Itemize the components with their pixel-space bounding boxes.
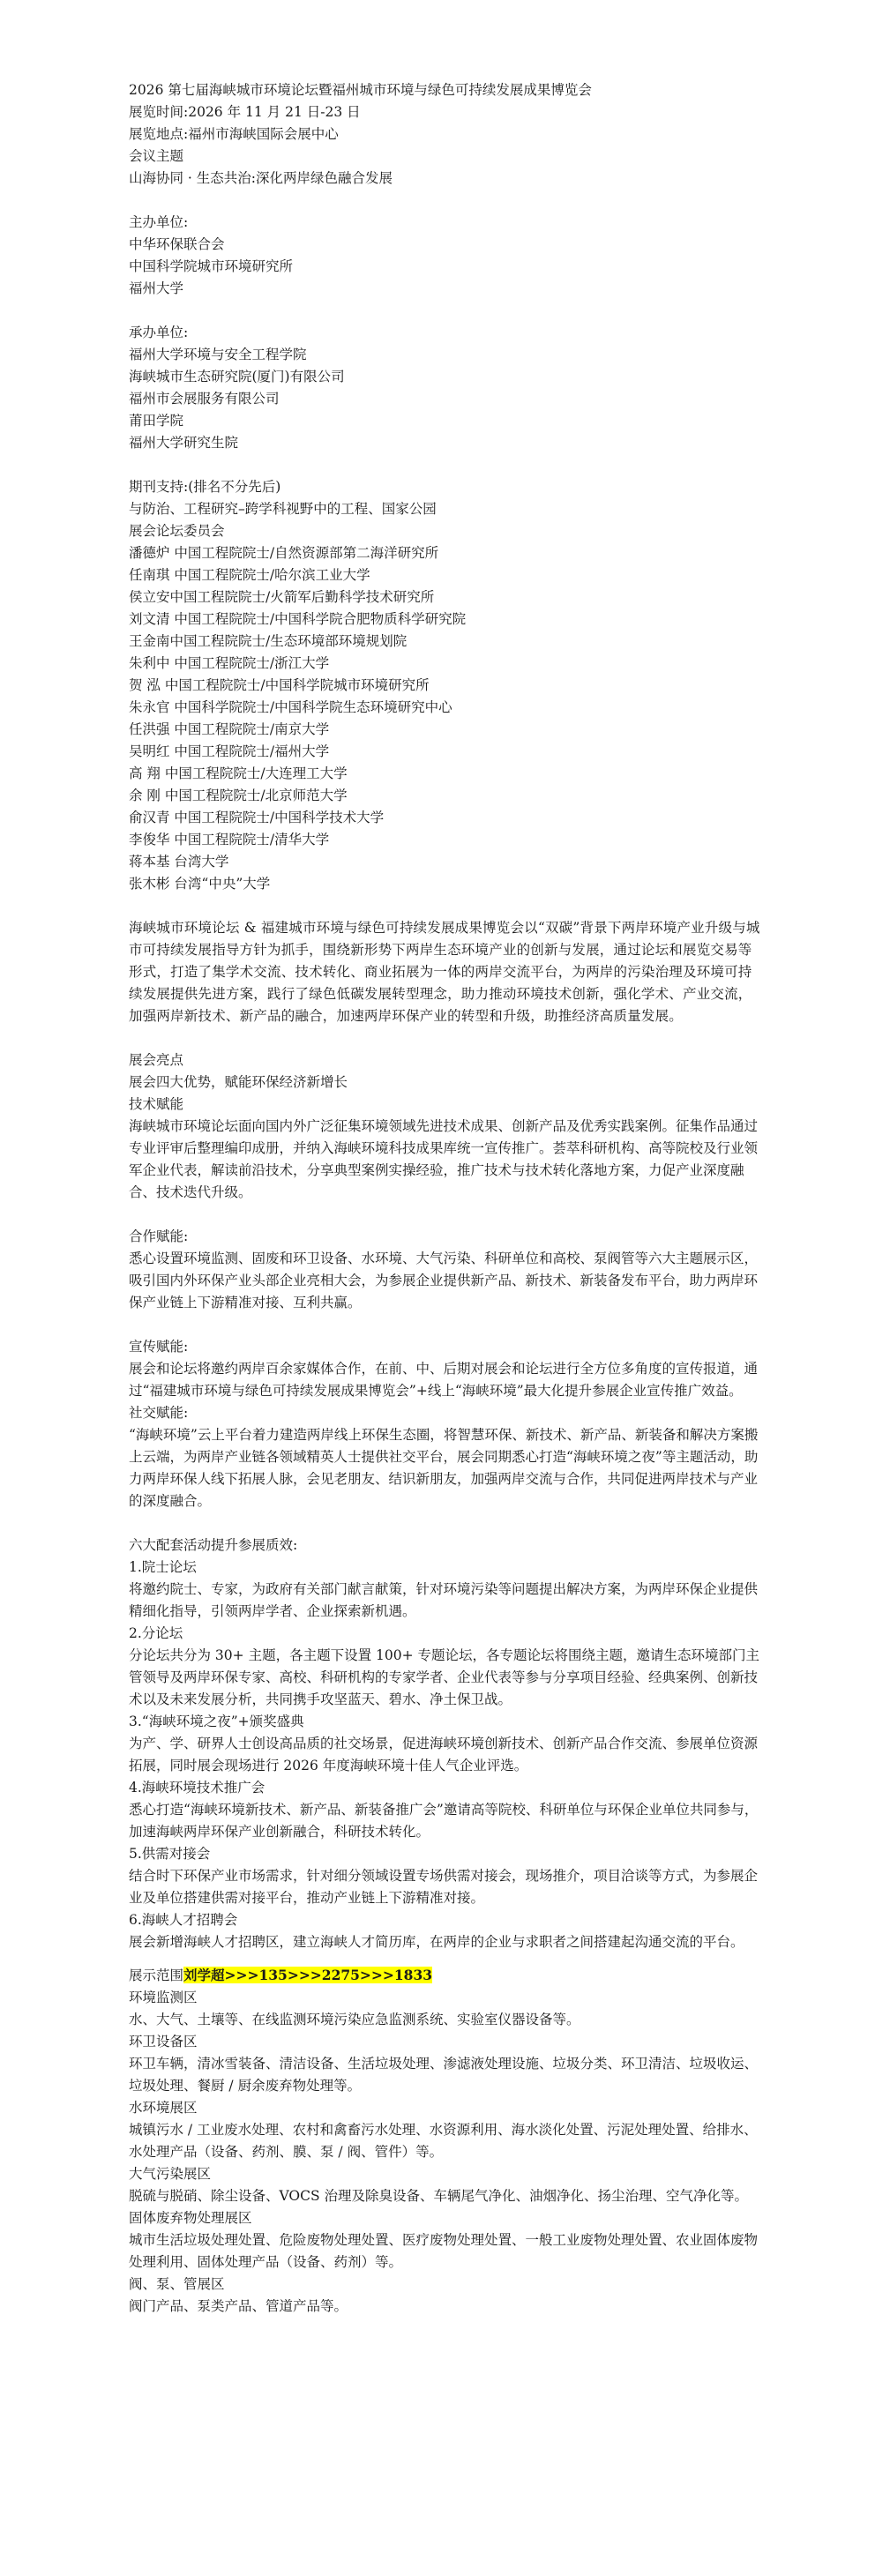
scope-section-title: 环卫设备区 bbox=[129, 2034, 198, 2050]
coop-paragraph: 悉心设置环境监测、固废和环卫设备、水环境、大气污染、科研单位和高校、泵阀管等六大主题展示区，吸引国内外环保产业头部企业亮相大会，为参展企业提供新产品、新技术、新装备发布平台，助力两岸环保产业链上下游精准对接、互利共赢。 bbox=[129, 1251, 759, 1310]
host-item: 中华环保联合会 bbox=[129, 236, 225, 252]
committee-member: 余 刚 中国工程院院士/北京师范大学 bbox=[129, 788, 348, 803]
coop-label: 合作赋能: bbox=[129, 1228, 189, 1244]
host-item: 中国科学院城市环境研究所 bbox=[129, 258, 294, 274]
scope-section-title: 固体废弃物处理展区 bbox=[129, 2210, 252, 2226]
committee-member: 侯立安中国工程院院士/火箭军后勤科学技术研究所 bbox=[129, 589, 435, 605]
committee-member: 刘文清 中国工程院院士/中国科学院合肥物质科学研究院 bbox=[129, 611, 467, 627]
exhibition-place: 展览地点:福州市海峡国际会展中心 bbox=[129, 126, 339, 142]
committee-member: 王金南中国工程院院士/生态环境部环境规划院 bbox=[129, 633, 408, 649]
committee-member: 潘德炉 中国工程院院士/自然资源部第二海洋研究所 bbox=[129, 545, 439, 561]
scope-label: 展示范围 bbox=[129, 1967, 184, 1983]
theme-text: 山海协同 · 生态共治:深化两岸绿色融合发展 bbox=[129, 170, 393, 186]
committee-member: 吴明红 中国工程院院士/福州大学 bbox=[129, 743, 330, 759]
journals-text: 与防治、工程研究–跨学科视野中的工程、国家公园 bbox=[129, 501, 437, 517]
scope-section-title: 大气污染展区 bbox=[129, 2166, 212, 2182]
organizer-item: 莆田学院 bbox=[129, 413, 184, 429]
committee-label: 展会论坛委员会 bbox=[129, 523, 225, 539]
contact-highlight: 刘学超>>>135>>>2275>>>1833 bbox=[183, 1967, 433, 1983]
tech-paragraph: 海峡城市环境论坛面向国内外广泛征集环境领域先进技术成果、创新产品及优秀实践案例。征集作品通过专业评审后整理编印成册，并纳入海峡环境科技成果库统一宣传推广。荟萃科研机构、高等院校及行业领军企业代表，解读前沿技术，分享典型案例实操经验，推广技术与技术转化落地方案，力促产业深度融合、技术迭代升级。 bbox=[129, 1118, 759, 1200]
theme-label: 会议主题 bbox=[129, 148, 184, 164]
committee-member: 李俊华 中国工程院院士/清华大学 bbox=[129, 832, 330, 847]
hosts-label: 主办单位: bbox=[129, 214, 189, 230]
promo-label: 宣传赋能: bbox=[129, 1339, 189, 1355]
scope-section-text: 环卫车辆，清冰雪装备、清洁设备、生活垃圾处理、渗滤液处理设施、垃圾分类、环卫清洁、垃圾收运、垃圾处理、餐厨 / 厨余废弃物处理等。 bbox=[129, 2056, 759, 2094]
activity-title: 5.供需对接会 bbox=[129, 1846, 211, 1862]
promo-paragraph: 展会和论坛将邀约两岸百余家媒体合作，在前、中、后期对展会和论坛进行全方位多角度的宣传报道，通过“福建城市环境与绿色可持续发展成果博览会”+线上“海峡环境”最大化提升参展企业宣传推广效益。 bbox=[129, 1361, 759, 1399]
committee-member: 张木彬 台湾“中央”大学 bbox=[129, 876, 271, 892]
scope-section-text: 城市生活垃圾处理处置、危险废物处理处置、医疗废物处理处置、一般工业废物处理处置、农业固体废物处理利用、固体处理产品（设备、药剂）等。 bbox=[129, 2232, 759, 2270]
activity-text: 悉心打造“海峡环境新技术、新产品、新装备推广会”邀请高等院校、科研单位与环保企业单位共同参与，加速海峡两岸环保产业创新融合，科研技术转化。 bbox=[129, 1802, 759, 1840]
activity-text: 为产、学、研界人士创设高品质的社交场景，促进海峡环境创新技术、创新产品合作交流、参展单位资源拓展，同时展会现场进行 2026 年度海峡环境十佳人气企业评选。 bbox=[129, 1736, 759, 1773]
scope-section-text: 阀门产品、泵类产品、管道产品等。 bbox=[129, 2298, 348, 2314]
organizers-label: 承办单位: bbox=[129, 325, 189, 340]
organizer-item: 福州大学环境与安全工程学院 bbox=[129, 347, 307, 362]
activity-text: 展会新增海峡人才招聘区，建立海峡人才简历库，在两岸的企业与求职者之间搭建起沟通交流的平台。 bbox=[129, 1934, 744, 1950]
highlights-subtitle: 展会四大优势，赋能环保经济新增长 bbox=[129, 1074, 348, 1090]
committee-member: 任洪强 中国工程院院士/南京大学 bbox=[129, 721, 330, 737]
committee-member: 蒋本基 台湾大学 bbox=[129, 854, 229, 870]
scope-section-text: 脱硫与脱硝、除尘设备、VOCS 治理及除臭设备、车辆尾气净化、油烟净化、扬尘治理、空气净化等。 bbox=[129, 2188, 749, 2204]
journals-label: 期刊支持:(排名不分先后) bbox=[129, 479, 281, 495]
exhibition-time: 展览时间:2026 年 11 月 21 日-23 日 bbox=[129, 104, 361, 120]
highlights-label: 展会亮点 bbox=[129, 1052, 184, 1068]
organizer-item: 福州市会展服务有限公司 bbox=[129, 391, 280, 407]
overview-paragraph: 海峡城市环境论坛 & 福建城市环境与绿色可持续发展成果博览会以“双碳”背景下两岸环境产业升级与城市可持续发展指导方针为抓手，围绕新形势下两岸生态环境产业的创新与发展，通过论坛和展览交易等形式，打造了集学术交流、技术转化、商业拓展为一体的两岸交流平台，为两岸的污染治理及环境可持续发展提供先进方案，践行了绿色低碳发展转型理念，助力推动环境技术创新，强化学术、产业交流，加强两岸新技术、新产品的融合，加速两岸环保产业的转型和升级，助推经济高质量发展。 bbox=[129, 920, 760, 1024]
activity-title: 2.分论坛 bbox=[129, 1625, 183, 1641]
scope-section-text: 水、大气、土壤等、在线监测环境污染应急监测系统、实验室仪器设备等。 bbox=[129, 2012, 580, 2027]
activity-title: 4.海峡环境技术推广会 bbox=[129, 1780, 265, 1796]
scope-section-text: 城镇污水 / 工业废水处理、农村和禽畜污水处理、水资源利用、海水淡化处置、污泥处理处置、给排水、水处理产品（设备、药剂、膜、泵 / 阀、管件）等。 bbox=[129, 2122, 758, 2160]
committee-member: 朱利中 中国工程院院士/浙江大学 bbox=[129, 655, 330, 671]
organizer-item: 海峡城市生态研究院(厦门)有限公司 bbox=[129, 369, 345, 385]
activity-text: 分论坛共分为 30+ 主题，各主题下设置 100+ 专题论坛，各专题论坛将围绕主题，邀请生态环境部门主管领导及两岸环保专家、高校、科研机构的专家学者、企业代表等参与分享项目经验、经典案例、创新技术以及未来发展分析，共同携手攻坚蓝天、碧水、净土保卫战。 bbox=[129, 1647, 759, 1707]
committee-member: 朱永官 中国科学院院士/中国科学院生态环境研究中心 bbox=[129, 699, 452, 715]
activity-text: 将邀约院士、专家，为政府有关部门献言献策，针对环境污染等问题提出解决方案，为两岸环保企业提供精细化指导，引领两岸学者、企业探索新机遇。 bbox=[129, 1581, 759, 1619]
activity-text: 结合时下环保产业市场需求，针对细分领域设置专场供需对接会，现场推介，项目洽谈等方式，为参展企业及单位搭建供需对接平台，推动产业链上下游精准对接。 bbox=[129, 1868, 759, 1906]
committee-member: 高 翔 中国工程院院士/大连理工大学 bbox=[129, 765, 348, 781]
social-paragraph: “海峡环境”云上平台着力建造两岸线上环保生态圈，将智慧环保、新技术、新产品、新装备和解决方案搬上云端，为两岸产业链各领域精英人士提供社交平台，展会同期悉心打造“海峡环境之夜”等主题活动，助力两岸环保人线下拓展人脉，会见老朋友、结识新朋友，加强两岸交流与合作，共同促进两岸技术与产业的深度融合。 bbox=[129, 1427, 759, 1509]
committee-member: 俞汉青 中国工程院院士/中国科学技术大学 bbox=[129, 810, 385, 825]
activity-title: 6.海峡人才招聘会 bbox=[129, 1912, 238, 1928]
scope-section-title: 环境监测区 bbox=[129, 1990, 198, 2005]
document-body bbox=[129, 79, 764, 2318]
activities-label: 六大配套活动提升参展质效: bbox=[129, 1537, 298, 1553]
event-title: 2026 第七届海峡城市环境论坛暨福州城市环境与绿色可持续发展成果博览会 bbox=[129, 82, 592, 98]
social-label: 社交赋能: bbox=[129, 1405, 189, 1421]
committee-member: 贺 泓 中国工程院院士/中国科学院城市环境研究所 bbox=[129, 677, 430, 693]
tech-label: 技术赋能 bbox=[129, 1096, 184, 1112]
organizer-item: 福州大学研究生院 bbox=[129, 435, 239, 451]
scope-section-title: 水环境展区 bbox=[129, 2100, 198, 2116]
activity-title: 3.“海峡环境之夜”+颁奖盛典 bbox=[129, 1714, 304, 1729]
activity-title: 1.院士论坛 bbox=[129, 1559, 197, 1575]
host-item: 福州大学 bbox=[129, 280, 184, 296]
scope-section-title: 阀、泵、管展区 bbox=[129, 2276, 225, 2292]
committee-member: 任南琪 中国工程院院士/哈尔滨工业大学 bbox=[129, 567, 370, 583]
scope-line bbox=[129, 1964, 764, 1987]
